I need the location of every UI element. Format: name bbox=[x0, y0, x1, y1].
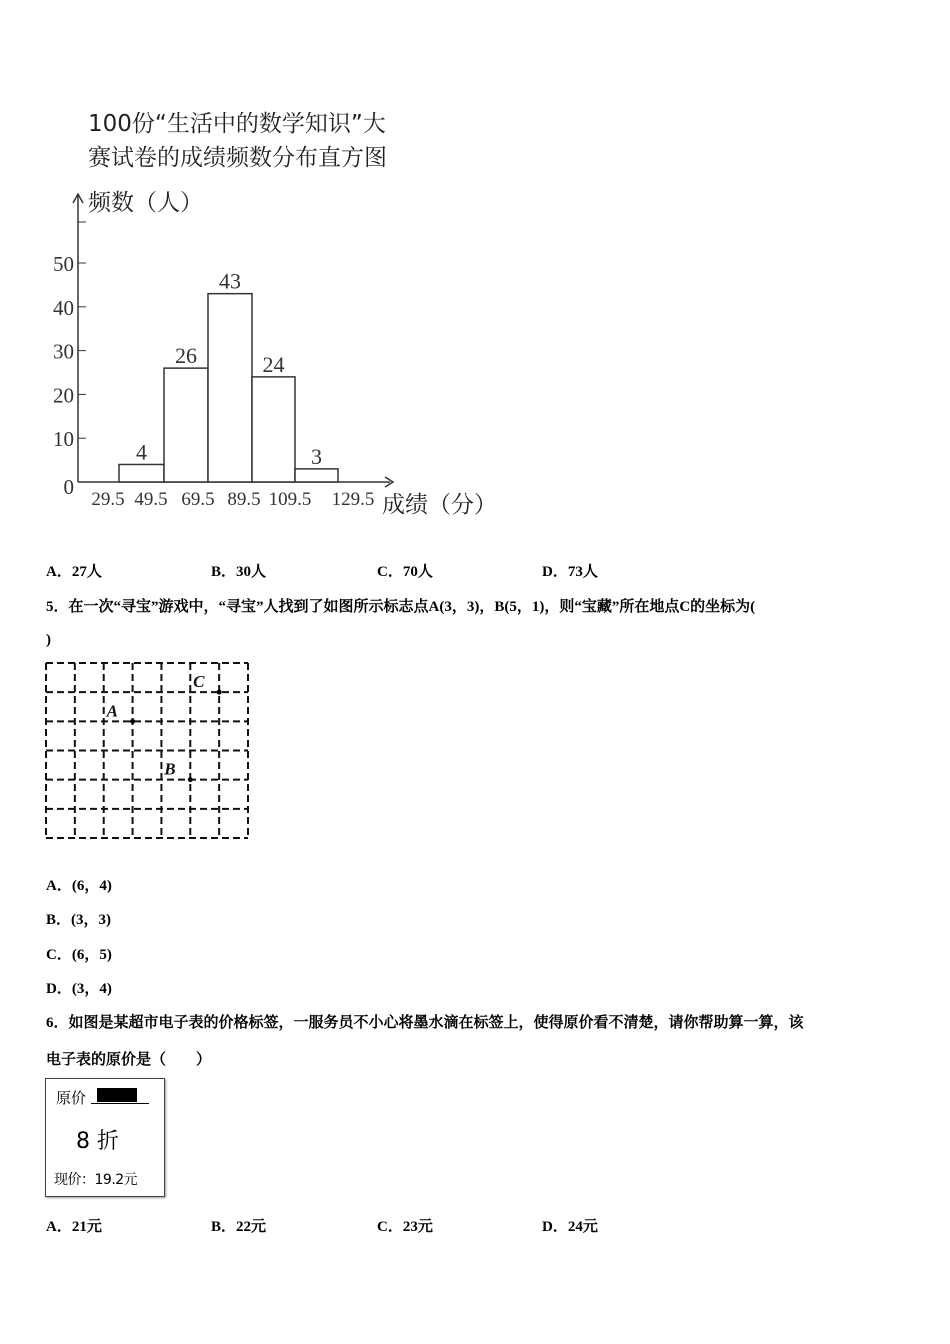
x-tick-label: 89.5 bbox=[227, 489, 261, 510]
original-price-label: 原价 bbox=[56, 1089, 87, 1107]
q4-option-d[interactable]: D．73人 bbox=[542, 564, 598, 580]
point-b bbox=[188, 777, 193, 782]
discount-label: 8 折 bbox=[76, 1129, 119, 1154]
q5-question: 5．在一次“寻宝”游戏中，“寻宝”人找到了如图所示标志点A(3，3)，B(5，1)，则“宝藏”所在地点C的坐标为( bbox=[46, 599, 756, 615]
y-tick-label: 40 bbox=[53, 295, 74, 320]
original-price-line bbox=[91, 1103, 149, 1104]
q6-option-d[interactable]: D．24元 bbox=[542, 1219, 598, 1235]
ink-blot bbox=[97, 1088, 137, 1102]
q5-option-a[interactable]: A．(6，4) bbox=[46, 878, 112, 894]
x-tick-label: 69.5 bbox=[181, 489, 215, 510]
q6-question-line1: 6．如图是某超市电子表的价格标签，一服务员不小心将墨水滴在标签上，使得原价看不清楚，请你帮助算一算，该 bbox=[46, 1015, 804, 1031]
point-label-c: C bbox=[193, 672, 205, 692]
current-price: 现价：19.2元 bbox=[54, 1172, 138, 1188]
y-tick-label: 50 bbox=[53, 252, 74, 276]
histogram-bar bbox=[295, 469, 338, 482]
histogram-bar bbox=[208, 294, 252, 482]
point-a bbox=[130, 719, 135, 724]
chart-title-line2: 赛试卷的成绩频数分布直方图 bbox=[88, 145, 387, 171]
x-tick-label: 109.5 bbox=[268, 489, 312, 510]
point-c bbox=[217, 690, 222, 695]
histogram-bar bbox=[252, 377, 295, 482]
y-tick-label: 10 bbox=[53, 427, 74, 452]
histogram-bar bbox=[164, 368, 208, 482]
q4-option-b[interactable]: B．30人 bbox=[211, 564, 267, 580]
bar-value-label: 43 bbox=[219, 268, 241, 294]
chart-title-line1: 100份“生活中的数学知识”大 bbox=[88, 111, 386, 137]
q5-question-end: ) bbox=[46, 632, 51, 648]
histogram bbox=[0, 0, 520, 540]
treasure-grid bbox=[40, 658, 260, 848]
q5-option-b[interactable]: B．(3，3) bbox=[46, 912, 111, 928]
bar-value-label: 3 bbox=[311, 443, 322, 469]
y-tick-label: 20 bbox=[53, 383, 74, 408]
chart-ylabel: 频数（人） bbox=[88, 190, 203, 216]
bar-value-label: 4 bbox=[136, 439, 147, 465]
q4-option-c[interactable]: C．70人 bbox=[377, 564, 433, 580]
price-tag bbox=[45, 1078, 165, 1197]
point-label-a: A bbox=[106, 701, 118, 721]
q6-option-c[interactable]: C．23元 bbox=[377, 1219, 433, 1235]
x-tick-label: 129.5 bbox=[331, 489, 375, 510]
q6-option-a[interactable]: A．21元 bbox=[46, 1219, 102, 1235]
x-tick-label: 49.5 bbox=[134, 489, 168, 510]
bar-value-label: 24 bbox=[262, 351, 285, 377]
q5-option-c[interactable]: C．(6，5) bbox=[46, 947, 112, 963]
q4-option-a[interactable]: A．27人 bbox=[46, 564, 102, 580]
point-label-b: B bbox=[164, 759, 176, 779]
y-tick-label: 0 bbox=[63, 475, 74, 499]
x-tick-label: 29.5 bbox=[91, 489, 125, 510]
q5-option-d[interactable]: D．(3，4) bbox=[46, 981, 112, 997]
histogram-bar bbox=[119, 464, 164, 482]
q6-question-line2: 电子表的原价是（ ） bbox=[46, 1052, 212, 1068]
y-tick-label: 30 bbox=[53, 339, 74, 364]
bar-value-label: 26 bbox=[175, 343, 197, 369]
chart-xlabel: 成绩（分） bbox=[382, 492, 497, 518]
q6-option-b[interactable]: B．22元 bbox=[211, 1219, 267, 1235]
